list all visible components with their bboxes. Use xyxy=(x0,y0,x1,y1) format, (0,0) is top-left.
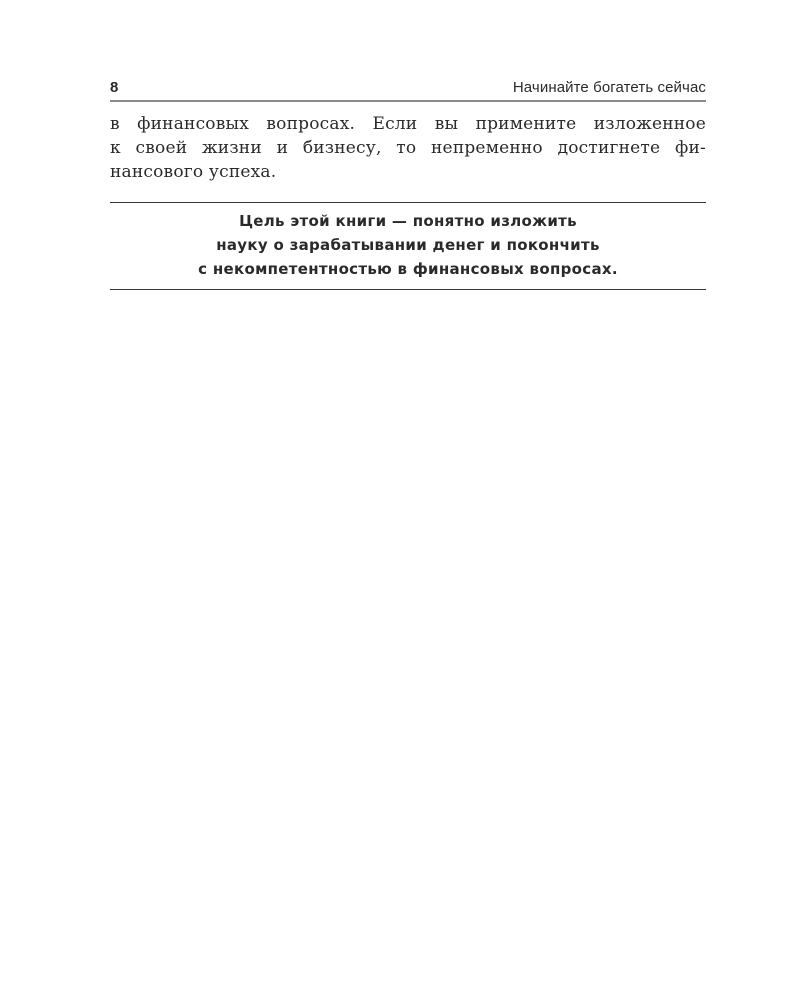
running-header xyxy=(110,78,706,102)
paragraph-line: нансового успеха. xyxy=(110,162,277,182)
pull-quote-line: Цель этой книги — понятно изложить xyxy=(239,212,577,230)
pull-quote-line: науку о зарабатывании денег и покончить xyxy=(216,236,600,254)
pull-quote-line: с некомпетентностью в финансовых вопросах. xyxy=(198,260,618,278)
book-page xyxy=(110,78,706,290)
pull-quote xyxy=(110,202,706,290)
running-title: Начинайте богатеть сейчас xyxy=(512,79,706,96)
paragraph-line: в финансовых вопросах. Если вы примените изложенное xyxy=(110,114,706,134)
body-paragraph xyxy=(110,112,706,184)
page-number: 8 xyxy=(110,79,119,96)
paragraph-line: к своей жизни и бизнесу, то непременно достигнете фи- xyxy=(110,138,706,158)
